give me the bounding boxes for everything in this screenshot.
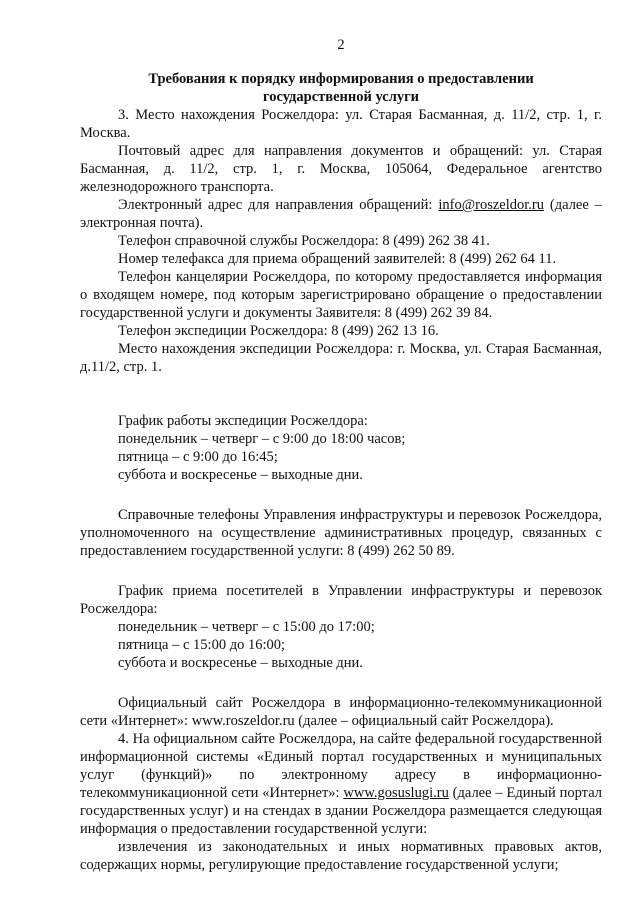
official-site-paragraph: Официальный сайт Росжелдора в информационно-телекоммуникационной сети «Интернет»: www.roszeldor.ru (далее – официальный сайт Росжелдора).	[80, 695, 602, 729]
page-number: 2	[337, 37, 345, 53]
office-phone-paragraph: Телефон канцелярии Росжелдора, по которому предоставляется информация о входящем номере, под которым зарегистрировано обращение о предоставлении государственной услуги и документы Заявителя: 8 (499) 262 39 84.	[80, 269, 602, 321]
section-title	[80, 70, 602, 106]
email-link[interactable]: info@roszeldor.ru	[438, 197, 544, 213]
visitors-schedule-line: пятница – с 15:00 до 16:00;	[118, 637, 286, 653]
expedition-schedule-line: суббота и воскресенье – выходные дни.	[118, 467, 363, 483]
gosuslugi-link[interactable]: www.gosuslugi.ru	[343, 785, 449, 801]
section4-paragraph	[80, 730, 602, 838]
expedition-location-paragraph: Место нахождения экспедиции Росжелдора: г. Москва, ул. Старая Басманная, д.11/2, стр. 1.	[80, 341, 602, 375]
extracts-paragraph: извлечения из законодательных и иных нормативных правовых актов, содержащих нормы, регулирующие предоставление государственной услуги;	[80, 839, 602, 873]
section-title-line2: государственной услуги	[262, 89, 420, 105]
expedition-phone-paragraph: Телефон экспедиции Росжелдора: 8 (499) 262 13 16.	[118, 323, 439, 339]
visitors-schedule-line: понедельник – четверг – с 15:00 до 17:00;	[118, 619, 375, 635]
expedition-schedule-line: пятница – с 9:00 до 16:45;	[118, 449, 278, 465]
location-paragraph: 3. Место нахождения Росжелдора: ул. Старая Басманная, д. 11/2, стр. 1, г. Москва.	[80, 107, 602, 141]
visitors-schedule-title: График приема посетителей в Управлении инфраструктуры и перевозок Росжелдора:	[80, 583, 602, 617]
fax-paragraph: Номер телефакса для приема обращений заявителей: 8 (499) 262 64 11.	[118, 251, 557, 267]
expedition-schedule-title: График работы экспедиции Росжелдора:	[118, 413, 368, 429]
email-prefix: Электронный адрес для направления обращений:	[118, 197, 439, 213]
postal-address-paragraph: Почтовый адрес для направления документов и обращений: ул. Старая Басманная, д. 11/2, стр. 1, г. Москва, 105064, Федеральное агентство железнодорожного транспорта.	[80, 143, 602, 195]
visitors-schedule-line: суббота и воскресенье – выходные дни.	[118, 655, 363, 671]
section4-part2: (далее – Единый портал государственных услуг) и на стендах в здании Росжелдора размещается следующая информация о предоставлении государственной услуги:	[80, 785, 602, 837]
expedition-schedule-line: понедельник – четверг – с 9:00 до 18:00 часов;	[118, 431, 406, 447]
directorate-phones-paragraph: Справочные телефоны Управления инфраструктуры и перевозок Росжелдора, уполномоченного на осуществление административных процедур, связанных с предоставлением государственной услуги: 8 (499) 262 50 89.	[80, 507, 602, 559]
section-title-line1: Требования к порядку информирования о предоставлении	[148, 71, 534, 87]
email-paragraph	[80, 196, 602, 232]
help-phone-paragraph: Телефон справочной службы Росжелдора: 8 (499) 262 38 41.	[118, 233, 490, 249]
visitors-schedule	[80, 618, 602, 672]
email-suffix: (далее – электронная почта).	[80, 197, 602, 231]
section4-part1: 4. На официальном сайте Росжелдора, на сайте федеральной государственной информационной системы «Единый портал государственных и муниципальных услуг (функций)» по электронному адресу в информационно-телекоммуникационной сети «Интернет»:	[80, 731, 602, 801]
expedition-schedule	[80, 412, 602, 484]
